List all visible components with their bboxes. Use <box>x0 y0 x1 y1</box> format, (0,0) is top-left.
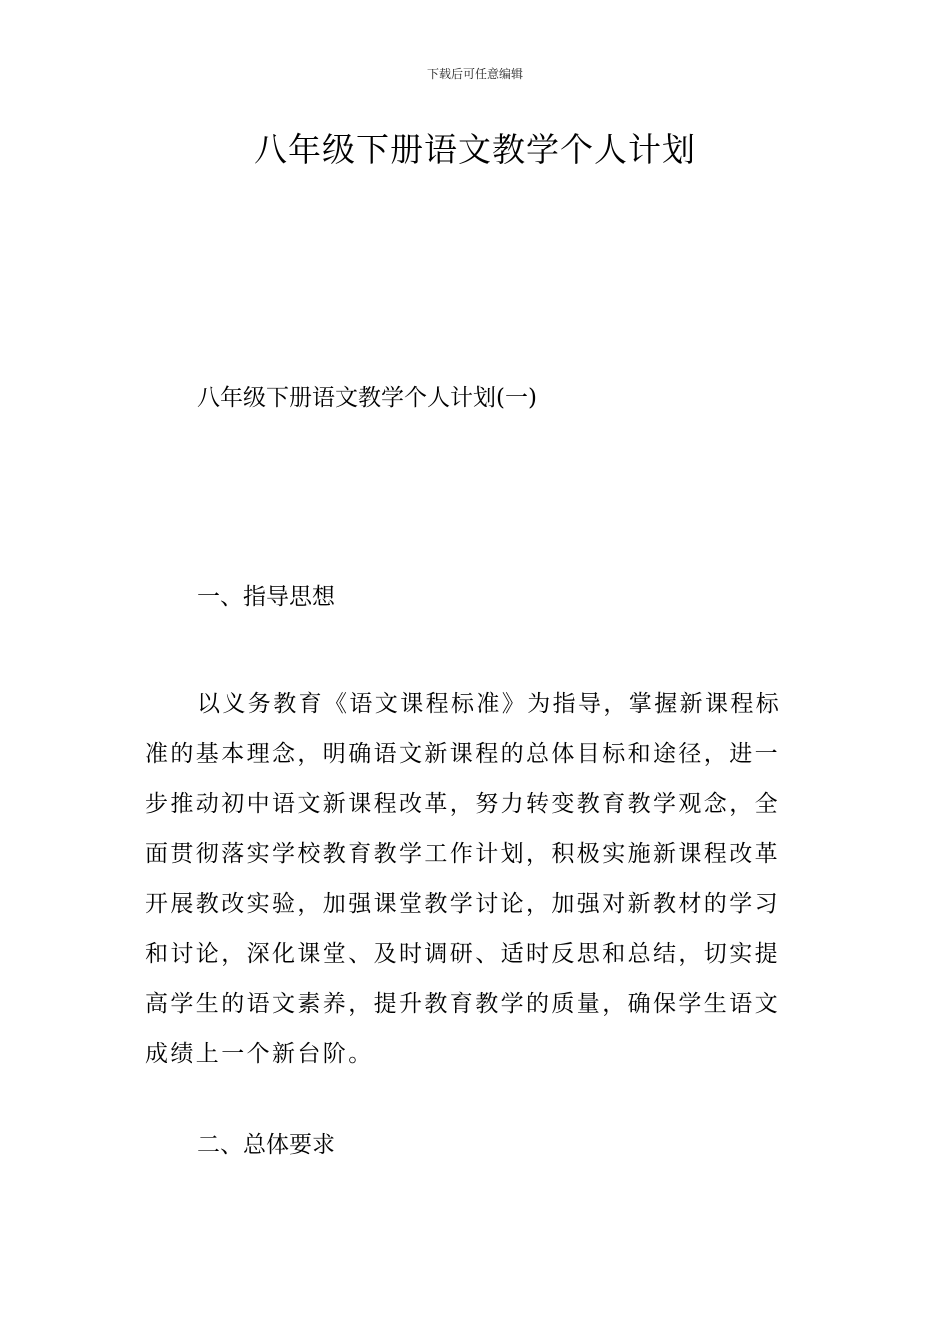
paragraph-line: 准的基本理念，明确语文新课程的总体目标和途径，进一 <box>145 741 780 767</box>
paragraph-line: 成绩上一个新台阶。 <box>145 1041 374 1067</box>
document-title: 八年级下册语文教学个人计划 <box>254 130 696 169</box>
document-subtitle: 八年级下册语文教学个人计划(一) <box>197 385 537 411</box>
paragraph-line: 步推动初中语文新课程改革，努力转变教育教学观念，全 <box>145 791 780 817</box>
section-body-paragraph <box>145 679 805 1079</box>
paragraph-line: 和讨论，深化课堂、及时调研、适时反思和总结，切实提 <box>145 941 780 967</box>
section-heading-guiding-ideology: 一、指导思想 <box>197 584 335 610</box>
paragraph-line: 以义务教育《语文课程标准》为指导，掌握新课程标 <box>197 691 782 717</box>
paragraph-line: 高学生的语文素养，提升教育教学的质量，确保学生语文 <box>145 991 780 1017</box>
paragraph-line: 开展教改实验，加强课堂教学讨论，加强对新教材的学习 <box>145 891 780 917</box>
header-note: 下载后可任意编辑 <box>426 67 523 81</box>
section-heading-overall-requirements: 二、总体要求 <box>197 1132 335 1158</box>
paragraph-line: 面贯彻落实学校教育教学工作计划，积极实施新课程改革 <box>145 841 780 867</box>
